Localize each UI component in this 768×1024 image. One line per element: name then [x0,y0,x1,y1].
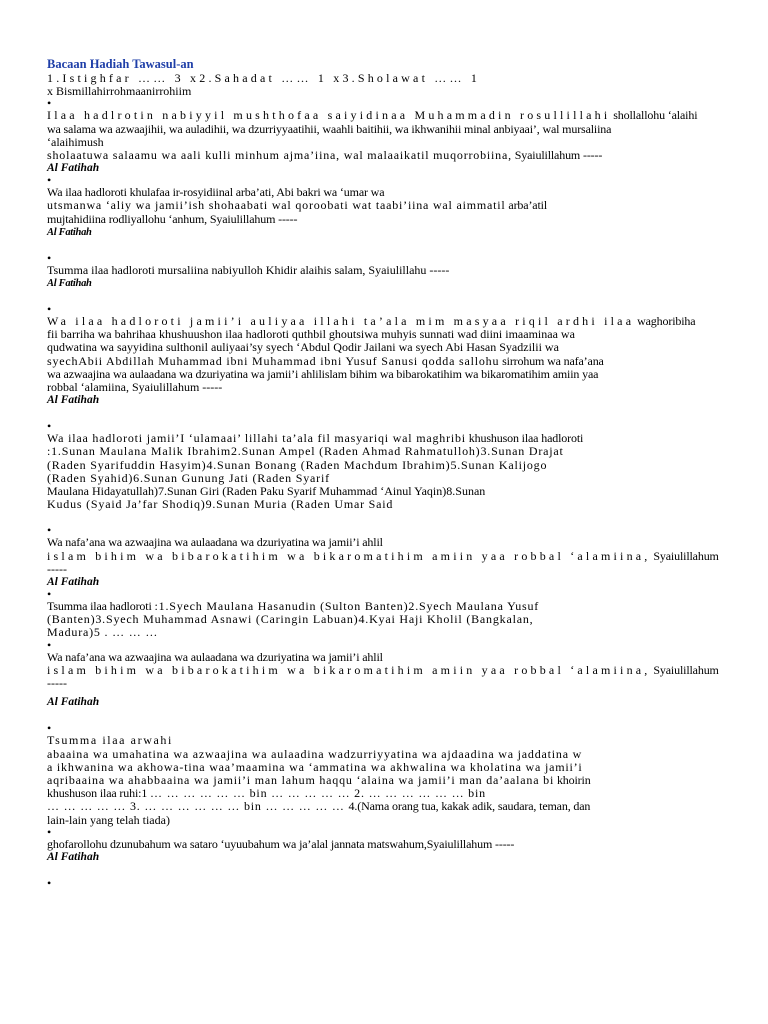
para-4-line-3: qudwatina wa sayyidina sulthonil auliyaai’sy syech ‘Abdul Qodir Jailani wa syech Abi Hasan Syadzilii wa [47,340,559,355]
para-5-line-4: (Raden Syahid)6.Sunan Gunung Jati (Raden Syarif [47,470,330,485]
para-1-line-3: ‘alaihimush [47,134,104,149]
para-2-line-2: utsmanwa ‘aliy wa jamii’ish shohaabati wal qoroobati wat taabi’iina wal aimmatil arba’atil [47,198,548,213]
para-8-line-3: ----- [47,676,67,691]
al-fatihah-4: Al Fatihah [47,394,100,407]
para-6-line-1: Wa nafa’ana wa azwaajina wa aulaadana wa dzuriyatina wa jamii’i ahlil [47,535,383,550]
para-5-line-5: Maulana Hidayatullah)7.Sunan Giri (Raden Paku Syarif Muhammad ‘Ainul Yaqin)8.Sunan [47,484,486,499]
para-1-line-2: wa salama wa azwaajihii, wa auladihii, wa dzurriyyaatihii, waahli baitihii, wa ikhwanihii minal anbiyaai’, wal mursaliina [47,121,612,136]
para-7-line-2: (Banten)3.Syech Muhammad Asnawi (Caringin Labuan)4.Kyai Haji Kholil (Bangkalan, [47,612,534,627]
bullet: • [47,302,52,317]
bullet: • [47,419,52,434]
para-2-line-3: mujtahidiina rodliyallohu ‘anhum, Syaiulillahum ----- [47,211,298,226]
para-4-line-1: Wa ilaa hadloroti jamii’i auliyaa illahi ta’ala mim masyaa riqil ardhi ilaa waghoribiha [47,314,696,329]
bullet: • [47,824,52,839]
para-6-line-2: islam bihim wa bibarokatihim wa bikaromatihim amiin yaa robbal ‘alamiina, Syaiulillahum [47,548,719,563]
bullet: • [47,587,52,602]
al-fatihah-7: Al Fatihah [47,850,100,863]
para-4-line-6: robbal ‘alamiina, Syaiulillahum ----- [47,380,223,395]
al-fatihah-1: Al Fatihah [47,162,100,175]
para-9-line-4: aqribaaina wa ahabbaaina wa jamii’i man lahum haqqu ‘alaina wa jamii’i man da’aalana bi khoirin [47,772,591,787]
para-5-line-6: Kudus (Syaid Ja’far Shodiq)9.Sunan Muria (Raden Umar Said [47,497,394,512]
bullet: • [47,721,52,736]
para-10-line-1: ghofarollohu dzunubahum wa sataro ‘uyuubahum wa ja’alal jannata matswahum,Syaiulillahum ----- [47,836,515,851]
document-page [47,57,727,889]
para-9-line-1: Tsumma ilaa arwahi [47,733,173,748]
para-5-line-2: :1.Sunan Maulana Malik Ibrahim2.Sunan Ampel (Raden Ahmad Rahmatulloh)3.Sunan Drajat [47,444,564,459]
para-7-line-1: Tsumma ilaa hadloroti :1.Syech Maulana Hasanudin (Sulton Banten)2.Syech Maulana Yusuf [47,599,540,614]
para-9-line-6: … … … … … 3. … … … … … … bin … … … … … 4.(Nama orang tua, kakak adik, saudara, teman, dan [47,799,591,814]
para-8-line-2: islam bihim wa bibarokatihim wa bikaromatihim amiin yaa robbal ‘alamiina, Syaiulillahum [47,662,719,677]
para-4-line-2: fii barriha wa bahrihaa khushuushon ilaa hadloroti quthbil ghoutsiwa muhyis sunnati wad diini imaaminaa wa [47,327,575,342]
bullet: • [47,523,52,538]
para-9-line-5: khushuson ilaa ruhi:1 … … … … … … bin … … … … … 2. … … … … … … bin [47,786,486,801]
bullet: • [47,173,52,188]
para-7-line-3: Madura)5 . … … … [47,625,159,640]
bullet: • [47,637,52,652]
bullet: • [47,875,52,890]
para-5-line-1: Wa ilaa hadloroti jamii’I ‘ulamaai’ lillahi ta’ala fil masyariqi wal maghribi khushuson ilaa hadloroti [47,431,584,446]
document-title: Bacaan Hadiah Tawasul-an [47,57,194,71]
para-6-line-3: ----- [47,561,67,576]
para-4-line-4: syechAbii Abdillah Muhammad ibni Muhammad ibni Yusuf Sanusi qodda sallohu sirrohum wa nafa’ana [47,353,604,368]
para-1-line-1: Ilaa hadlrotin nabiyyil mushthofaa saiyidinaa Muhammadin rosullillahi shollallohu ‘alaihi [47,108,698,123]
para-9-line-7: lain-lain yang telah tiada) [47,812,170,827]
para-8-line-1: Wa nafa’ana wa azwaajina wa aulaadana wa dzuriyatina wa jamii’i ahlil [47,649,383,664]
bullet: • [47,250,52,265]
al-fatihah-2: Al Fatihah [47,226,92,238]
para-5-line-3: (Raden Syarifuddin Hasyim)4.Sunan Bonang (Raden Machdum Ibrahim)5.Sunan Kalijogo [47,457,548,472]
para-9-line-3: a ikhwanina wa akhowa-tina waa’maamina wa ‘ammatina wa akhwalina wa kholatina wa jamii’i [47,759,583,774]
para-3-line-1: Tsumma ilaa hadloroti mursaliina nabiyulloh Khidir alaihis salam, Syaiulillahu ----- [47,262,450,277]
para-1-line-4: sholaatuwa salaamu wa aali kulli minhum ajma’iina, wal malaaikatil muqorrobiina, Syaiulillahum ----- [47,148,603,163]
intro-line-2: x Bismillahirrohmaanirrohiim [47,84,192,99]
para-4-line-5: wa azwaajina wa aulaadana wa dzuriyatina wa jamii’i ahlilislam bihim wa bibarokatihim wa bikaromatihim amiin yaa [47,366,599,381]
bullet: • [47,96,52,111]
para-2-line-1: Wa ilaa hadloroti khulafaa ir-rosyidiinal arba’ati, Abi bakri wa ‘umar wa [47,185,385,200]
al-fatihah-6: Al Fatihah [47,696,100,709]
al-fatihah-5: Al Fatihah [47,576,100,589]
al-fatihah-3: Al Fatihah [47,278,92,290]
intro-line-1: 1.Istighfar …… 3 x2.Sahadat …… 1 x3.Sholawat …… 1 [47,71,481,85]
para-9-line-2: abaaina wa umahatina wa azwaajina wa aulaadina wadzurriyyatina wa ajdaadina wa jaddatina w [47,746,583,761]
